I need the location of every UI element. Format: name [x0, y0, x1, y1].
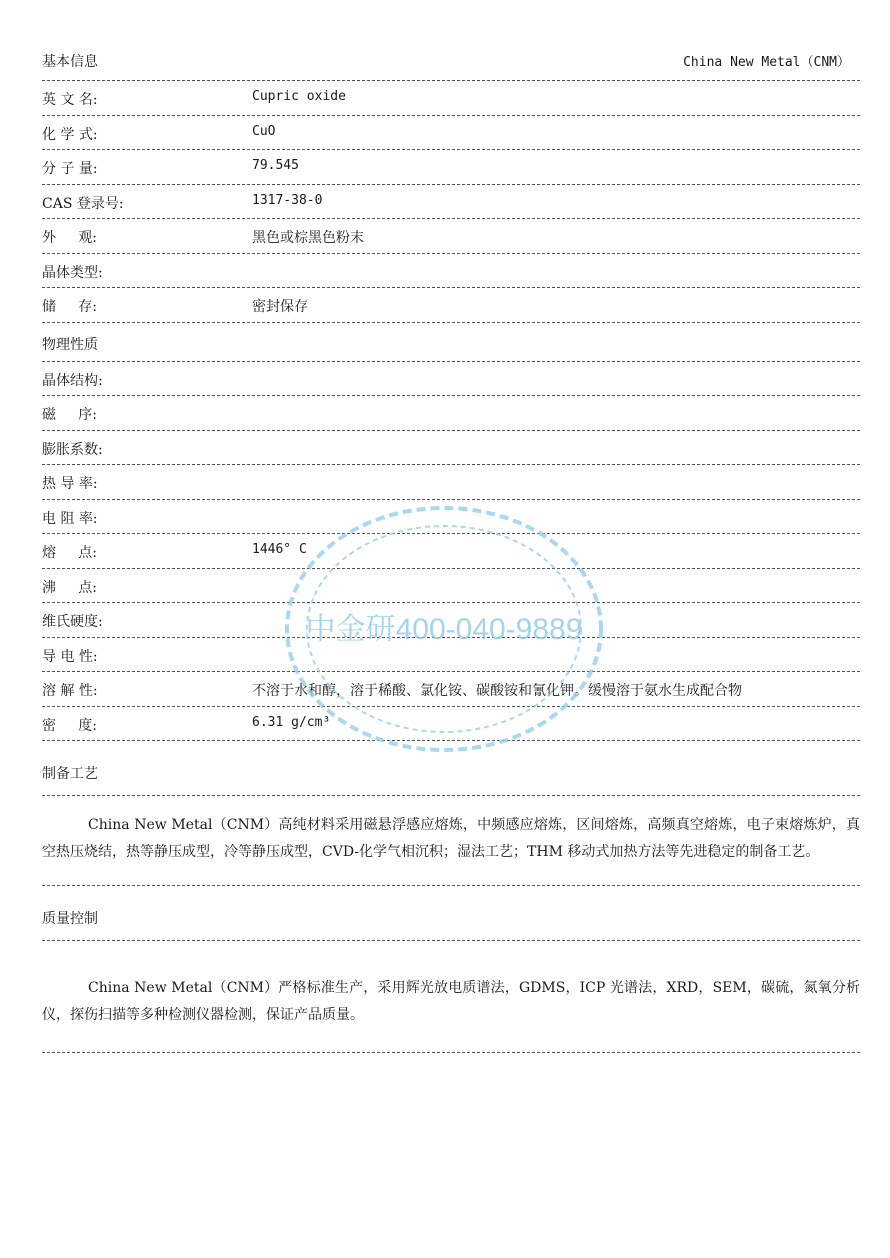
row-magnetic-order	[42, 396, 860, 431]
paragraph-text: China New Metal（CNM）高纯材料采用磁悬浮感应熔炼，中频感应熔炼，区间熔炼，高频真空熔炼，电子束熔炼炉，真空热压烧结，热等静压成型，冷等静压成型，CVD-化学气相沉积；湿法工艺；THM 移动式加热方法等先进稳定的制备工艺。	[42, 817, 860, 860]
section-title-basic-info: 基本信息	[42, 54, 98, 70]
label: CAS 登录号:	[42, 195, 124, 212]
label: 热 导 率:	[42, 476, 98, 492]
label: 分 子 量:	[42, 161, 98, 177]
section-title: 质量控制	[42, 911, 98, 927]
label: 熔 点:	[42, 545, 97, 561]
section-title: 制备工艺	[42, 766, 98, 782]
label: 溶 解 性:	[42, 683, 98, 699]
label: 储 存:	[42, 299, 97, 315]
row-conductivity	[42, 638, 860, 673]
value: CuO	[252, 123, 276, 139]
label: 导 电 性:	[42, 648, 98, 665]
section-title: 物理性质	[42, 336, 98, 353]
document-page	[42, 0, 860, 1053]
row-thermal-conductivity	[42, 465, 860, 500]
section-preparation	[42, 741, 860, 796]
preparation-paragraph	[42, 796, 860, 886]
value: 6.31 g/cm³	[252, 714, 331, 730]
row-crystal-structure	[42, 362, 860, 397]
label: 膨胀系数:	[42, 441, 103, 458]
label: 晶体类型:	[42, 264, 103, 281]
quality-paragraph	[42, 941, 860, 1053]
value: 黑色或棕黑色粉末	[252, 230, 364, 246]
value: 1446° C	[252, 542, 307, 557]
value: Cupric oxide	[252, 89, 346, 104]
value: 不溶于水和醇，溶于稀酸、氯化铵、碳酸铵和氰化钾。缓慢溶于氨水生成配合物	[252, 683, 742, 699]
label: 沸 点:	[42, 579, 97, 596]
value: 79.545	[252, 158, 299, 173]
paragraph-text: China New Metal（CNM）严格标准生产，采用辉光放电质谱法，GDMS，ICP 光谱法，XRD，SEM，碳硫，氮氧分析仪，探伤扫描等多种检测仪器检测，保证产品质量。	[42, 980, 860, 1023]
row-solubility	[42, 672, 860, 707]
row-cas-number	[42, 185, 860, 220]
row-storage	[42, 288, 860, 323]
row-melting-point	[42, 534, 860, 569]
label: 化 学 式:	[42, 126, 98, 143]
row-english-name	[42, 81, 860, 116]
label: 英 文 名:	[42, 92, 98, 108]
section-quality-control	[42, 886, 860, 941]
row-resistivity	[42, 500, 860, 535]
row-hardness	[42, 603, 860, 638]
section-physical	[42, 323, 860, 362]
watermark-text: 中金研400-040-9889	[305, 613, 583, 646]
label: 晶体结构:	[42, 372, 103, 389]
value: 1317-38-0	[252, 192, 323, 208]
label: 电 阻 率:	[42, 510, 98, 527]
value: 密封保存	[252, 299, 308, 315]
label: 维氏硬度:	[42, 614, 103, 630]
brand-label: China New Metal（CNM）	[683, 55, 850, 70]
row-formula	[42, 116, 860, 151]
row-appearance	[42, 219, 860, 254]
row-molecular-weight	[42, 150, 860, 185]
label: 外 观:	[42, 230, 97, 246]
row-boiling-point	[42, 569, 860, 604]
header	[42, 0, 860, 81]
label: 密 度:	[42, 717, 97, 734]
label: 磁 序:	[42, 407, 97, 423]
row-crystal-type	[42, 254, 860, 289]
row-expansion	[42, 431, 860, 466]
row-density	[42, 707, 860, 742]
